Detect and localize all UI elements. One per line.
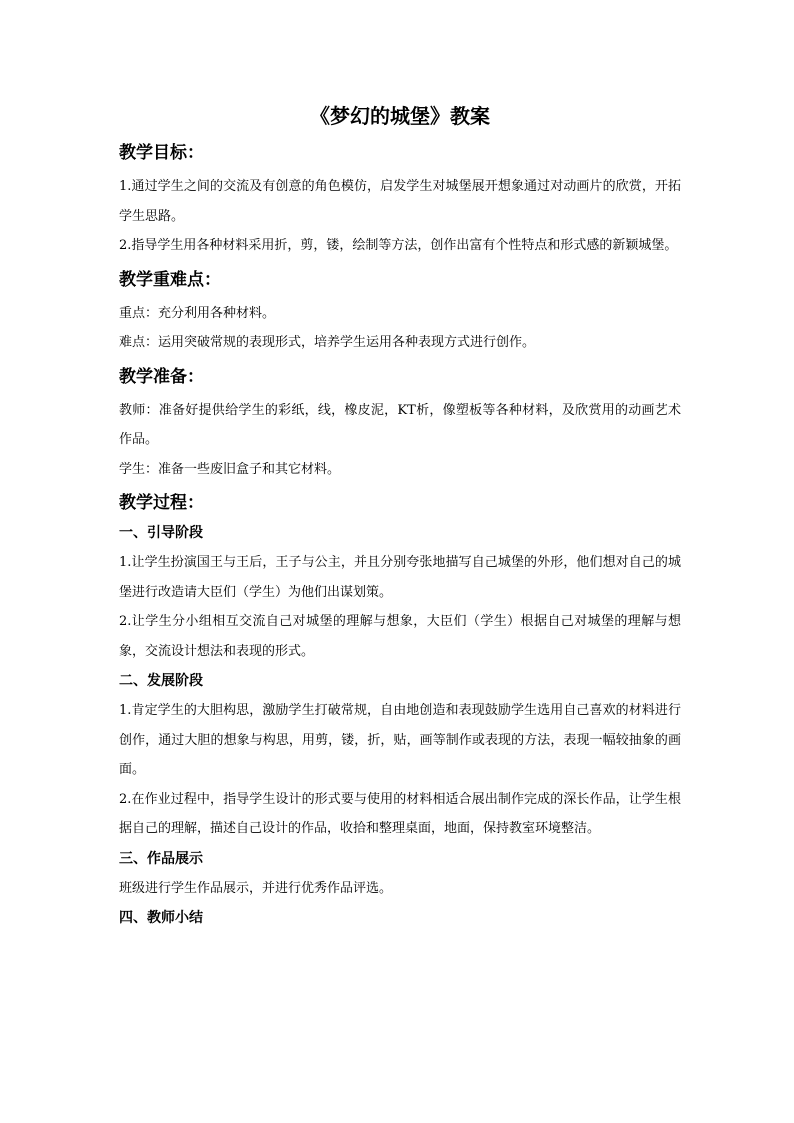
stage-heading: 四、教师小结 bbox=[119, 910, 203, 926]
process-heading: 教学过程： bbox=[119, 493, 204, 513]
document-page bbox=[119, 96, 681, 933]
stage-heading: 三、作品展示 bbox=[119, 850, 203, 867]
objective-item: 2.指导学生用各种材料采用折，剪，镂，绘制等方法，创作出富有个性特点和形式感的新颖城堡。 bbox=[119, 238, 678, 253]
stage-item: 1.让学生扮演国王与王后，王子与公主，并且分别夸张地描写自己城堡的外形，他们想对自己的城堡进行改造请大臣们（学生）为他们出谋划策。 bbox=[119, 555, 681, 600]
key-point: 重点：充分利用各种材料。 bbox=[119, 305, 276, 321]
stage-item: 2.在作业过程中，指导学生设计的形式要与使用的材料相适合展出制作完成的深长作品，让学生根据自己的理解，描述自己设计的作品，收拾和整理桌面，地面，保持教室环境整洁。 bbox=[119, 791, 681, 836]
difficult-point: 难点：运用突破常规的表现形式，培养学生运用各种表现方式进行创作。 bbox=[119, 335, 536, 350]
preparation-heading: 教学准备： bbox=[119, 366, 204, 387]
keypoints-heading: 教学重难点： bbox=[119, 269, 221, 290]
stage-item: 1.肯定学生的大胆构思，激励学生打破常规，自由地创造和表现鼓励学生选用自己喜欢的材料进行创作，通过大胆的想象与构思，用剪，镂，折，贴，画等制作或表现的方法，表现一幅较抽象的画面。 bbox=[119, 703, 681, 777]
doc-title: 《梦幻的城堡》教案 bbox=[310, 104, 490, 128]
stage-item: 2.让学生分小组相互交流自己对城堡的理解与想象，大臣们（学生）根据自己对城堡的理解与想象，交流设计想法和表现的形式。 bbox=[119, 614, 681, 659]
teacher-preparation: 教师：准备好提供给学生的彩纸，线，橡皮泥，KT析，像塑板等各种材料，及欣赏用的动画艺术作品。 bbox=[119, 402, 681, 447]
objectives-heading: 教学目标： bbox=[119, 143, 204, 163]
stage-text: 班级进行学生作品展示，并进行优秀作品评选。 bbox=[119, 880, 393, 896]
stage-heading: 二、发展阶段 bbox=[119, 673, 203, 689]
student-preparation: 学生：准备一些废旧盒子和其它材料。 bbox=[119, 461, 341, 477]
stage-heading: 一、引导阶段 bbox=[119, 525, 203, 541]
objective-item: 1.通过学生之间的交流及有创意的角色模仿，启发学生对城堡展开想象通过对动画片的欣赏，开拓学生思路。 bbox=[119, 179, 681, 224]
